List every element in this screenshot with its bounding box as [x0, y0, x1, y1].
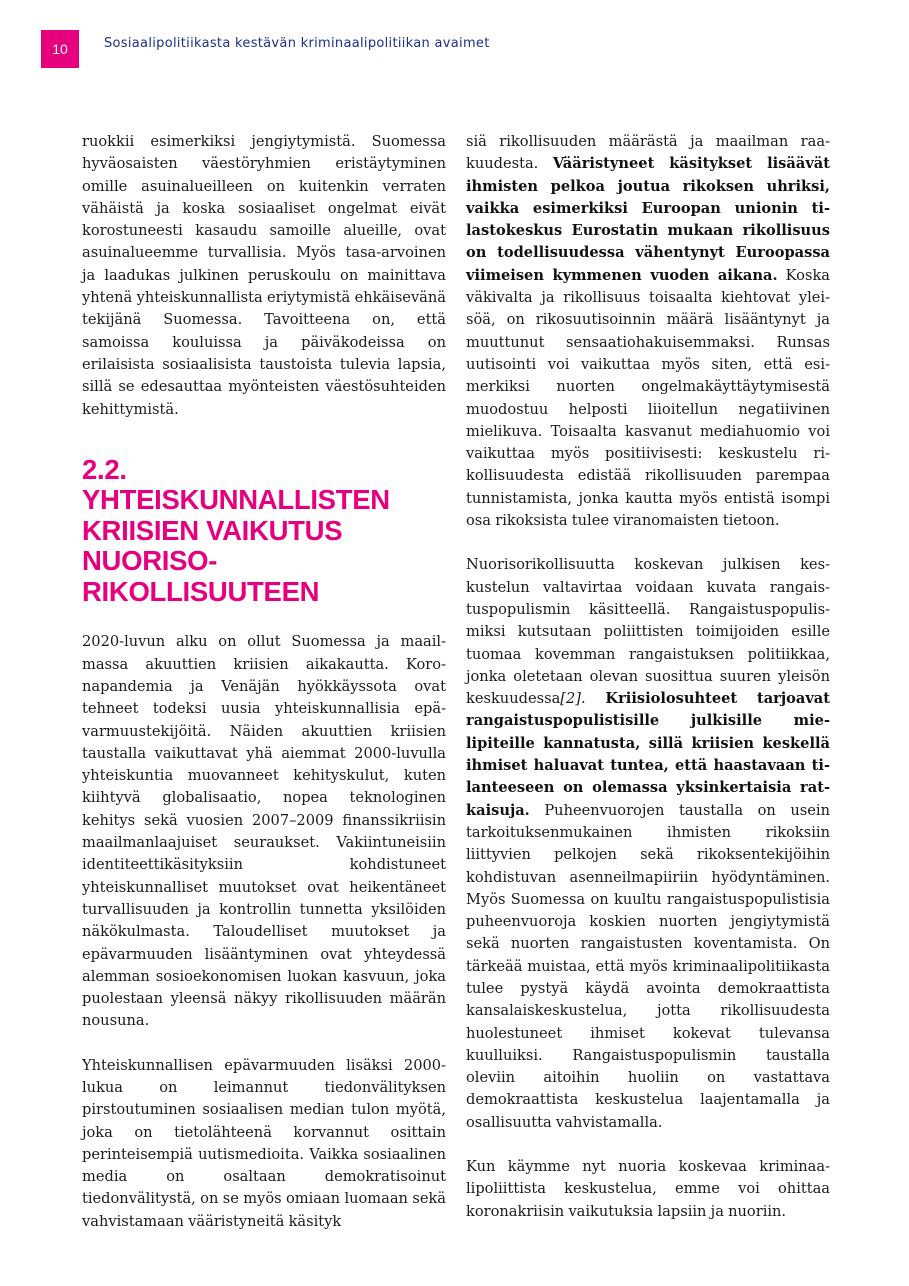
paragraph-right-2	[466, 554, 830, 1134]
paragraph-text: siä rikollisuuden määrästä ja maailman raakuudesta.	[466, 133, 830, 173]
page-number-badge: 10	[41, 30, 79, 68]
section-heading-number: 2.2.	[82, 453, 127, 485]
paragraph-left-1: ruokkii esimerkiksi jengiytymistä. Suomessa hyväosaisten väestöryhmien eristäytyminen omille asuinalueilleen on kuitenkin verraten vähäistä ja koska sosiaaliset ongelmat eivät korostuneesti kasaudu samoille alueille, ovat asuinalueemme turvallisia. Myös tasa-arvoinen ja laadukas julkinen peruskoulu on mainittava yhtenä yhteiskunnallista eriytymistä ehkäisevänä tekijänä Suomessa. Tavoitteena on, että samoissa kouluissa ja päiväkodeissa on erilaisista sosiaalisista taustoista tulevia lapsia, sillä se edesauttaa myönteisten väestösuhteiden kehittymistä.	[82, 133, 446, 418]
citation-reference: [2].	[560, 690, 586, 708]
section-heading-line: RIKOLLISUUTEEN	[82, 575, 320, 607]
right-column	[466, 131, 830, 1223]
paragraph-text: Puheenvuorojen taustalla on usein tarkoituksenmukainen ihmisten rikoksiin liittyvien pelkojen sekä rikoksentekijöihin kohdistuvan asenneilmapiiriin hyödyntäminen. Myös Suomessa on kuultu rangaistuspopulistisia puheenvuoroja koskien nuorten jengiytymistä sekä nuorten rangaistusten koventamista. On tärkeää muistaa, että myös kriminaalipolitiikasta tulee pystyä käydä avointa demokraattista kansalaiskeskustelua, jotta rikollisuudesta huolestuneet ihmiset kokevat tulevansa kuulluiksi. Rangaistuspopulismin taustalla oleviin aitoihin huoliin on vastattava demokraattista keskustelua laajentamalla ja osallisuutta vahvistamalla.	[466, 801, 830, 1131]
left-column	[82, 131, 446, 1233]
section-heading	[82, 455, 446, 608]
highlighted-statement: Kriisiolosuhteet tarjoavat rangaistuspopulistisille julkisille mielipiteille kannatusta, sillä kriisien keskellä ihmiset haluavat tuntea, että haastavaan tilanteeseen on olemassa yksinkertaisia ratkaisuja.	[466, 690, 830, 819]
section-heading-line: KRIISIEN VAIKUTUS	[82, 514, 343, 546]
running-header-title: Sosiaalipolitiikasta kestävän kriminaalipolitiikan avaimet	[104, 36, 490, 51]
paragraph-left-2: 2020-luvun alku on ollut Suomessa ja maailmassa akuuttien kriisien aikakautta. Koronapandemia ja Venäjän hyökkäyssota ovat tehneet todeksi uusia yhteiskunnallisia epävarmuustekijöitä. Näiden akuuttien kriisien taustalla vaikuttavat yhä aiemmat 2000-luvulla yhteiskuntia muovanneet kehityskulut, kuten kiihtyvä globalisaatio, nopea teknologinen kehitys sekä vuosien 2007–2009 finanssikriisin maailmanlaajuiset seuraukset. Vakiintuneisiin identiteettikäsityksiin kohdistuneet yhteiskunnalliset muutokset ovat heikentäneet turvallisuuden ja kontrollin tunnetta yksilöiden näkökulmasta. Taloudelliset muutokset ja epävarmuuden lisääntyminen ovat yhteydessä alemman sosioekonomisen luokan kasvuun, joka puolestaan yleensä näkyy rikollisuuden määrän nousuna.	[82, 633, 446, 1030]
section-heading-line: YHTEISKUNNALLISTEN	[82, 484, 390, 516]
paragraph-right-1	[466, 131, 830, 532]
section-heading-line: NUORISO-	[82, 545, 218, 577]
paragraph-right-3: Kun käymme nyt nuoria koskevaa kriminaalipoliittista keskustelua, emme voi ohittaa koronakriisin vaikutuksia lapsiin ja nuoriin.	[466, 1158, 830, 1220]
paragraph-text: Nuorisorikollisuutta koskevan julkisen keskustelun valtavirtaa voidaan kuvata rangaistuspopulismin käsitteellä. Rangaistuspopulismiksi kutsutaan poliittisten toimijoiden esille tuomaa kovemman rangaistuksen politiikkaa, jonka oletetaan olevan suosittua suuren yleisön keskuudessa	[466, 556, 830, 708]
highlighted-statement: Vääristyneet käsitykset lisäävät ihmisten pelkoa joutua rikoksen uhriksi, vaikka esimerkiksi Euroopan unionin tilastokeskus Eurostatin mukaan rikollisuus on todellisuudessa vähentynyt Euroopassa viimeisen kymmenen vuoden aikana.	[466, 155, 830, 284]
paragraph-left-3: Yhteiskunnallisen epävarmuuden lisäksi 2000-lukua on leimannut tiedonvälityksen pirstoutuminen sosiaalisen median tulon myötä, joka on tietolähteenä korvannut osittain perinteisempiä uutismedioita. Vaikka sosiaalinen media on osaltaan demokratisoinut tiedonvälitystä, on se myös omiaan luomaan sekä vahvistamaan vääristyneitä käsityk	[82, 1056, 446, 1230]
paragraph-text: Koska väkivalta ja rikollisuus toisaalta kiehtovat yleisöä, on rikosuutisoinnin määrä lisääntynyt ja muuttunut sensaatiohakuisemmaksi. Runsas uutisointi voi vaikuttaa myös siten, että esimerkiksi nuorten ongelmakäyttäytymisestä muodostuu helposti liioitellun negatiivinen mielikuva. Toisaalta kasvanut mediahuomio voi vaikuttaa myös positiivisesti: keskustelu rikollisuudesta edistää rikollisuuden parempaa tunnistamista, jonka kautta myös entistä isompi osa rikoksista tulee viranomaisten tietoon.	[466, 266, 830, 530]
